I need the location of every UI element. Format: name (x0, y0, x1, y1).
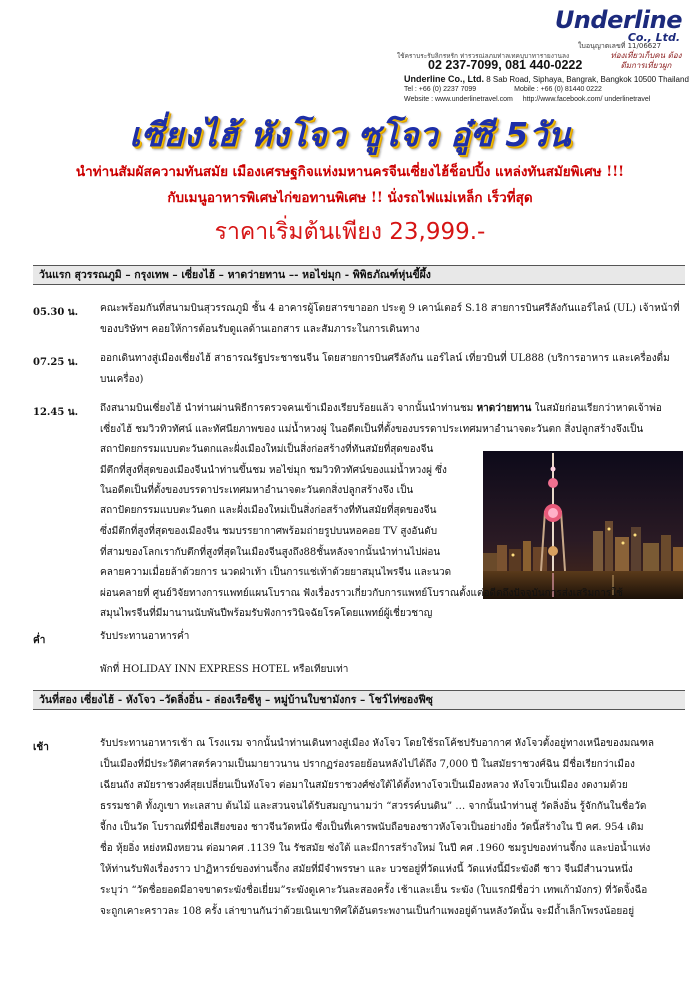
day2-morning-label: เช้า (33, 742, 49, 753)
day1-1245-part-b: ในสมัยก่อนเรียกว่าหาดเจ้าพ่อเซี่ยงไฮ้ ชมวิวทิวทัศน์ และทัศนียภาพของ แม่น้ำหวงผู่ ในอดีตเป็นที่ตั้งของบรรดาประเทศมหาอำนาจตะวันตก สิ่งปลูกสร้างจึงเป็น (100, 403, 662, 435)
logo-main-text: Underline (554, 6, 682, 34)
day1-header: วันแรก สุวรรณภูมิ – กรุงเทพ – เซี่ยงไฮ้ – หาดว่ายทาน –- หอไข่มุก - พิพิธภัณฑ์หุ่นขี้ผึ้ง (33, 265, 685, 285)
day1-wrap-line-4: ซึ่งมีตึกที่สูงที่สุดของเมืองจีน ชมบรรยากาศพร้อมถ่ายรูปบนหอคอย TV สูงอันดับ (100, 526, 438, 537)
company-address-line (404, 74, 689, 84)
tel-number: Tel : +66 (0) 2237 7099 (404, 86, 477, 93)
day2-line-3: เฉียนถัง สมัยราชวงศ์สุยเปลี่ยนเป็นหังโจว ต่อมาในสมัยราชวงศ์ซ่งใต้ได้ตั้งหางโจวเป็นเมืองหลวง หังโจวเป็นเมือง งดงามด้วย (100, 780, 628, 791)
day1-hotel: พักที่ HOLIDAY INN EXPRESS HOTEL หรือเทียบเท่า (100, 664, 349, 675)
day1-time-0725: 07.25 น. (33, 357, 79, 368)
day1-wrap-line-3: สถาปัตยกรรมแบบตะวันตก และฝั่งเมืองใหม่เป็นสิ่งก่อสร้างที่ทันสมัยที่สุดของจีน (100, 505, 437, 516)
mobile-number: Mobile : +66 (0) 81440 0222 (514, 86, 602, 93)
website-link[interactable]: Website : www.underlinetravel.com (404, 96, 513, 103)
tour-subtitle-2: กับเมนูอาหารพิเศษไก่ขอทานพิเศษ !! นั่งรถไฟแม่เหล็ก เร็วที่สุด (167, 190, 533, 206)
phone-numbers: 02 237-7099, 081 440-0222 (428, 58, 583, 72)
pearl-tower-image (483, 451, 683, 599)
license-number: ใบอนุญาตเลขที่ 11/06627 (578, 42, 662, 50)
day2-header: วันที่สอง เซี่ยงไฮ้ - หังโจว –วัดลิ่งอิ่น - ล่องเรือซีหู – หมู่บ้านใบชามังกร – โชว์ไท่ซองฟีซุ (33, 690, 685, 710)
starting-price: ราคาเริ่มต้นเพียง 23,999.- (214, 219, 486, 245)
day2-line-5: จี้กง เป็นวัด โบราณที่มีชื่อเสียงของ ชาวจีนวัดหนึ่ง ซึ่งเป็นที่เคารพนับถือของชาวหังโจวเป็นอย่างยิ่ง วัดนี้สร้างใน ปี คศ. 954 เดิม (100, 822, 644, 833)
logo-sub-text: Co., Ltd. (627, 31, 680, 44)
company-logo (555, 8, 682, 44)
day1-full-line-1: ผ่อนคลายที่ ศูนย์วิจัยทางการแพทย์แผนโบราณ ฟังเรื่องราวเกี่ยวกับการแพทย์โบราณตั้งแต่อดีตถึงปัจจุบันการส่งเสริมการใช้ (100, 588, 623, 599)
day1-dinner-text: รับประทานอาหารค่ำ (100, 631, 190, 642)
day1-1245-highlight: หาดว่ายทาน (476, 403, 532, 414)
day1-time-0530: 05.30 น. (33, 307, 79, 318)
day1-1245-part-a: ถึงสนามบินเซี่ยงไฮ้ นำท่านผ่านพิธีการตรวจคนเข้าเมืองเรียบร้อยแล้ว จากนั้นนำท่านชม (100, 403, 477, 414)
day1-wrap-line-6: คลายความเมื่อยล้าด้วยการ นวดฝ่าเท้า เป็นการแช่เท้าด้วยยาสมุนไพรจีน และนวด (100, 567, 452, 578)
day2-line-4: ธรรมชาติ ทั้งภูเขา ทะเลสาบ ต้นไม้ และสวนจนได้รับสมญานามว่า “สวรรค์บนดิน” … จากนั้นนำท่านสู่ วัดลิ่งอิ่น รู้จักกันในชื่อวัด (100, 801, 647, 812)
day2-line-7: ให้ท่านรับฟังเรื่องราว ปาฏิหารย์ของท่านจี้กง สมัยที่มีจำพรรษา และ บวชอยู่ที่วัดแห่งนี้ วัดแห่งนี้มีระฆังดี ชาว จีนมีสำนวนหนึ่ง (100, 864, 633, 875)
day1-time-1245: 12.45 น. (33, 407, 79, 418)
tel-line (404, 86, 602, 93)
day1-wrap-line-1: มีตึกที่สูงที่สุดของเมืองจีนนำท่านขึ้นชม หอไข่มุก ชมวิวทิวทัศน์ของแม่น้ำหวงผู่ ซึ่ง (100, 465, 447, 476)
day1-wrap-line-5: ที่สามของโลกเรากับตึกที่สูงที่สุดในเมืองจีนสูงถึง88ชั้นหลังจากนั้นนำท่านไปผ่อน (100, 547, 441, 558)
day1-line-3: สถาปัตยกรรมแบบตะวันตกและฝั่งเมืองใหม่เป็นสิ่งก่อสร้างที่ทันสมัยที่สุดของจีน (100, 444, 434, 455)
day2-line-6: ชื่อ หุ้ยอิ่ง หย่งหมิงหยวน ต่อมาคศ .1139 ใน รัชสมัย ซ่งใต้ และมีการสร้างใหม่ ในปี คศ .1960 ชมรูปของท่านจี้กง และบ่อน้ำแห่ง (100, 843, 651, 854)
day1-desc-1245 (100, 399, 685, 440)
day2-line-9: จะถูกเคาะคราวละ 108 ครั้ง เล่าขานกันว่าด้วยเนินเขาทิศใต้อันตระพงานเป็นกำแพงอยู่ด้านหลังวัดนั้น จะมีถ้ำเล็กโพรงน้อยอยู่ (100, 906, 635, 917)
tat-member-line: ใช้คราบระรับลิกรหรัก ท่ารวรณ่ลภมท่าลเทคบุบาทารายงานลง (397, 52, 570, 60)
company-name: Underline Co., Ltd. (404, 74, 484, 84)
day2-line-2: เป็นเมืองที่มีประวัติศาสตร์ความเป็นมายาวนาน ปรากฏร่องรอยย้อนหลังไปได้ถึง 7,000 ปี ในสมัยราชวงศ์ฉิน มีชื่อเรียกว่าเมือง (100, 759, 635, 770)
shanghai-night-photo (483, 451, 683, 599)
day1-wrap-line-2: ในอดีตเป็นที่ตั้งของบรรดาประเทศมหาอำนาจตะวันตกสิ่งปลูกสร้างจึง เป็น (100, 485, 414, 496)
day1-desc-0530: คณะพร้อมกันที่สนามบินสุวรรณภูมิ ชั้น 4 อาคารผู้โดยสารขาออก ประตู 9 เคาน์เตอร์ S.18 สายการบินศรีลังกันแอร์ไลน์ (UL) เจ้าหน้าที่ของบริษัทฯ คอยให้การต้อนรับดูแลด้านเอกสาร และสัมภาระในการเดินทาง (100, 303, 680, 335)
tour-title: เซี่ยงไฮ้ หังโจว ซูโจว อู๋ซี 5วัน (129, 115, 571, 154)
facebook-link[interactable]: http://www.facebook.com/ underlinetravel (522, 96, 651, 103)
tat-badge: ท่องเที่ยวเก็บคน ต้องดีมการเที่ยวผูก (610, 51, 682, 70)
day2-line-1: รับประทานอาหารเช้า ณ โรงแรม จากนั้นนำท่านเดินทางสู่เมือง หังโจว โดยใช้รถโค้ชปรับอากาศ หังโจวตั้งอยู่ทางเหนือของมณฑล (100, 738, 655, 749)
day1-desc-0725: ออกเดินทางสู่เมืองเซี่ยงไฮ้ สาธารณรัฐประชาชนจีน โดยสายการบินศรีลังกัน แอร์ไลน์ เที่ยวบินที่ UL888 (บริการอาหาร และเครื่องดื่ม บนเครื่อง) (100, 353, 670, 385)
day1-full-line-2: สมุนไพรจีนที่มีมานานนับพันปีพร้อมรับฟังการวินิจฉัยโรคโดยแพทย์ผู้เชี่ยวชาญ (100, 608, 433, 619)
day2-line-8: ระบุว่า “วัดชื่อยอดมีอาจขาดระฆังชื่อเยี่ยม”ระฆังดูเคาะวันละสองครั้ง เช้าและเย็น ระฆัง (ใบแรกมีชื่อว่า เทพเก้ามังกร) ที่วัดจิ้งฉือ (100, 885, 648, 896)
day1-dinner-label: ค่ำ (33, 635, 46, 646)
web-line (404, 96, 650, 103)
company-address: 8 Sab Road, Siphaya, Bangrak, Bangkok 10500 Thailand (486, 75, 689, 84)
tour-subtitle-1: นำท่านสัมผัสความทันสมัย เมืองเศรษฐกิจแห่งมหานครจีนเซี่ยงไฮ้ช็อปปิ้ง แหล่งทันสมัยพิเศษ !!! (75, 164, 625, 180)
